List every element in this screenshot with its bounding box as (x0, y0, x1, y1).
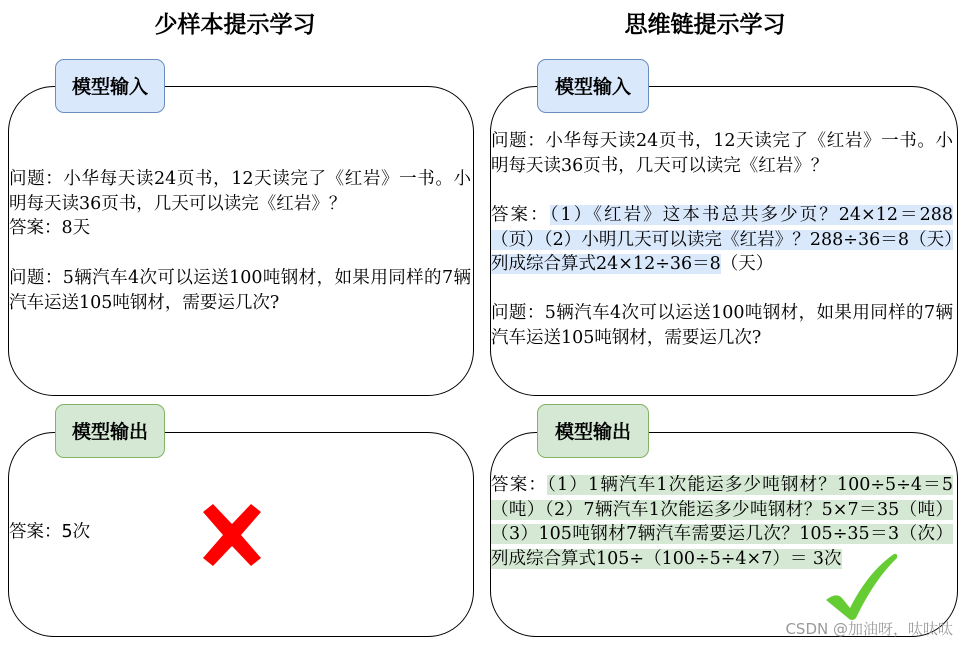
left-input-tag: 模型输入 (55, 59, 165, 113)
right-output-answer-label: 答案： (491, 475, 548, 495)
right-input-tag: 模型输入 (537, 59, 649, 113)
watermark: CSDN @加油呀，呔呔呔 (785, 620, 953, 638)
right-input-question-1: 问题：小华每天读24页书，12天读完了《红岩》一书。小明每天读36页书，几天可以读完《红岩》？ (491, 131, 953, 176)
right-column-title: 思维链提示学习 (624, 12, 786, 38)
left-input-question-1: 问题：小华每天读24页书，12天读完了《红岩》一书。小明每天读36页书，几天可以读完《红岩》？ (9, 169, 471, 214)
right-input-reasoning-chain: （1）《红岩》这本书总共多少页？24×12＝288（页）（2）小明几天可以读完《红岩》？288÷36＝8（天）列成综合算式24×12÷36＝8 (491, 205, 954, 274)
left-output-tag: 模型输出 (55, 404, 165, 458)
right-input-answer-label: 答案： (491, 205, 550, 225)
red-cross-icon (198, 502, 266, 568)
right-input-question-2: 问题：5辆汽车4次可以运送100吨钢材，如果用同样的7辆汽车运送105吨钢材，需要运几次? (491, 303, 953, 348)
left-output-answer: 答案：5次 (9, 522, 91, 542)
left-input-answer-1: 答案：8天 (9, 218, 91, 238)
green-check-icon (822, 550, 902, 622)
left-column-title: 少样本提示学习 (154, 12, 316, 38)
right-output-reasoning-chain: （1）1辆汽车1次能运多少吨钢材？100÷5÷4＝5（吨）（2）7辆汽车1次能运多少吨钢材？5×7＝35（吨）（3）105吨钢材7辆汽车需要运几次？105÷35＝3（次）列成综合算式105÷（100÷5÷4×7）＝ 3次 (491, 475, 953, 569)
right-input-answer-1 (491, 203, 953, 277)
left-input-panel (8, 86, 474, 396)
right-output-tag: 模型输出 (537, 404, 649, 458)
right-input-answer-tail: （天） (720, 254, 774, 274)
left-input-question-2: 问题：5辆汽车4次可以运送100吨钢材，如果用同样的7辆汽车运送105吨钢材，需要运几次? (9, 268, 471, 313)
